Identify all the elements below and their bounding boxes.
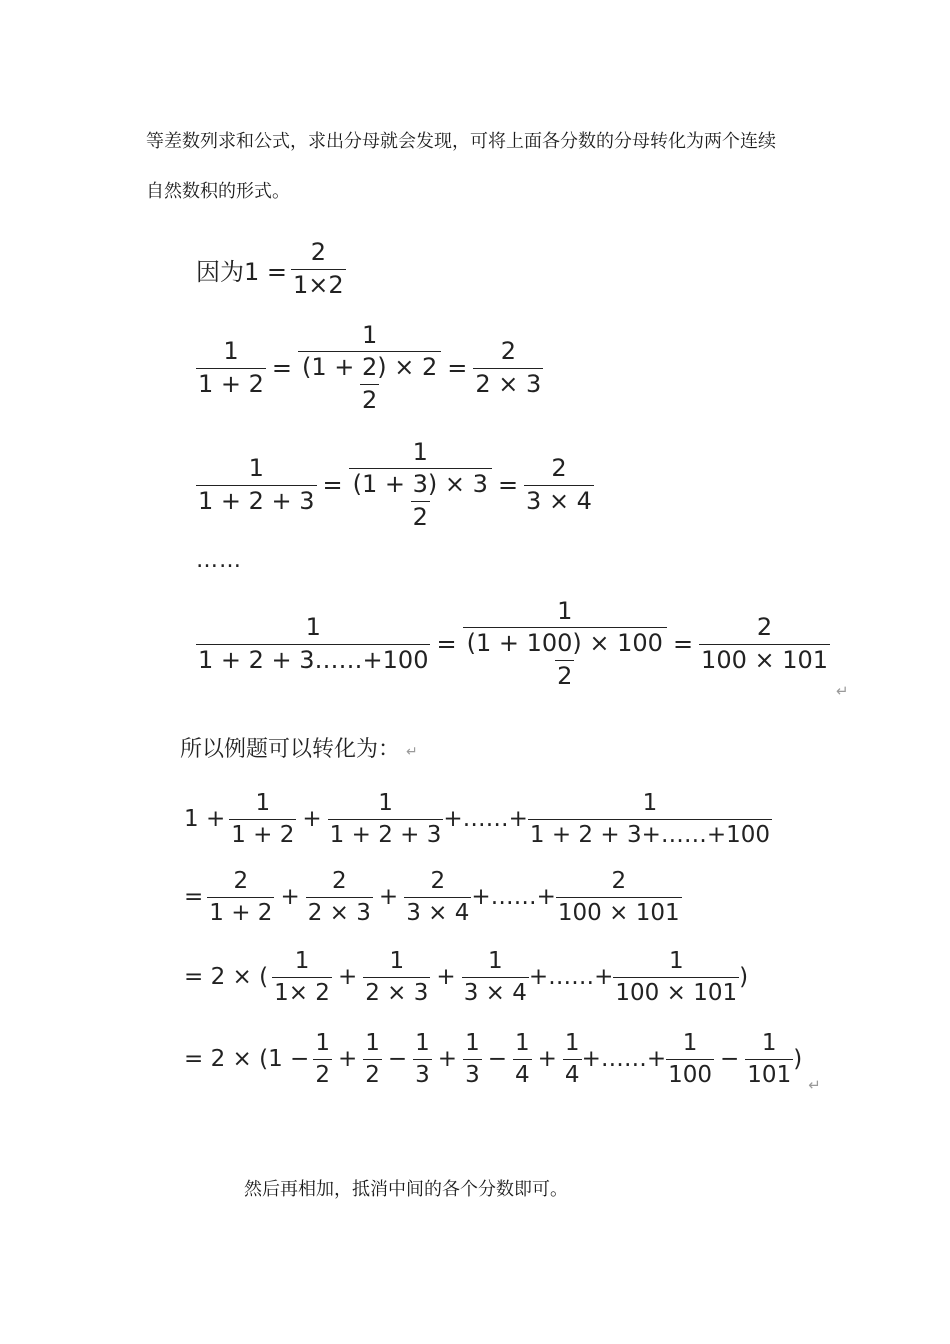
return-mark-icon: ↵	[836, 682, 849, 700]
equals-sign: =	[322, 471, 343, 499]
denominator: 3 × 4	[404, 897, 471, 926]
denominator: 2	[362, 385, 378, 414]
denominator: 2 × 3	[306, 897, 373, 926]
numerator: 2	[756, 612, 773, 641]
fraction	[196, 455, 317, 515]
plus-sign: +	[302, 806, 322, 832]
fraction	[196, 338, 266, 398]
numerator: 2	[551, 453, 567, 482]
numerator: 1	[564, 1030, 580, 1057]
denominator: 4	[563, 1059, 582, 1088]
plus-sign: +	[280, 884, 300, 910]
numerator: 2	[332, 868, 347, 895]
equals-sign: =	[497, 471, 519, 499]
close-paren: )	[739, 964, 749, 990]
figure-2-heading	[180, 732, 418, 763]
paragraph-2: 然后再相加，抵消中间的各个分数即可。	[244, 1179, 568, 1200]
fraction	[196, 614, 430, 674]
numerator: 1	[557, 596, 573, 625]
formula-row-3	[196, 430, 594, 540]
inner-fraction	[300, 354, 439, 414]
numerator: 1	[255, 790, 271, 817]
paragraph-1-line-1: 等差数列求和公式，求出分母就会发现，可将上面各分数的分母转化为两个连续	[146, 131, 776, 152]
plus-sign: +	[436, 964, 456, 990]
denominator: 100	[666, 1059, 714, 1088]
denominator: 1 + 2 + 3	[198, 486, 315, 515]
denominator: 2 × 3	[363, 977, 430, 1006]
plus-sign: +	[337, 964, 358, 990]
denominator: 3	[463, 1059, 482, 1088]
denominator: 1×2	[293, 270, 344, 299]
denominator: 1 + 2 + 3+……+100	[528, 819, 772, 848]
numerator: 1	[365, 1030, 380, 1057]
numerator: 1	[248, 453, 264, 482]
denominator	[463, 627, 667, 690]
denominator: 1 + 2 + 3	[328, 819, 444, 848]
because-label: 因为1 =	[196, 257, 288, 286]
denominator: 2	[313, 1059, 332, 1088]
ellipsis-term: +……+	[443, 806, 528, 832]
close-paren: )	[793, 1046, 803, 1072]
denominator: 2	[557, 661, 573, 690]
numerator: 1	[668, 948, 684, 975]
denominator: 3	[413, 1059, 432, 1088]
fraction	[404, 868, 471, 926]
numerator: 1	[515, 1030, 530, 1057]
formula-row-4	[196, 588, 849, 700]
fraction	[513, 1030, 532, 1088]
fraction	[363, 948, 430, 1006]
numerator: 1	[487, 948, 503, 975]
inner-fraction	[465, 630, 665, 690]
derivation-line-2	[184, 862, 682, 932]
numerator: (1 + 100) × 100	[466, 629, 663, 658]
minus-sign: −	[720, 1046, 740, 1072]
numerator: 1	[362, 320, 378, 349]
numerator: (1 + 2) × 2	[302, 353, 438, 382]
ellipsis-term: +……+	[528, 964, 614, 990]
numerator: 1	[761, 1030, 777, 1057]
equals-sign: =	[672, 630, 694, 658]
fraction	[229, 790, 296, 848]
fraction	[413, 1030, 432, 1088]
denominator: 3 × 4	[526, 486, 592, 515]
numerator: 1	[642, 790, 658, 817]
paragraph-1-line-2: 自然数积的形式。	[146, 181, 290, 202]
formula-row-1	[196, 234, 346, 304]
inner-fraction	[351, 471, 490, 531]
return-mark-icon: ↵	[406, 744, 418, 760]
numerator: 2	[430, 868, 446, 895]
denominator: 100 × 101	[613, 977, 739, 1006]
denominator: 2	[363, 1059, 382, 1088]
numerator: 1	[315, 1030, 330, 1057]
denominator	[298, 351, 441, 414]
plus-sign: +	[337, 1046, 358, 1072]
fraction	[563, 1030, 582, 1088]
compound-fraction	[298, 322, 441, 415]
line-lead: = 2 × (1 −	[184, 1046, 310, 1072]
denominator: 1 + 2	[229, 819, 296, 848]
ellipsis-term: +……+	[581, 1046, 667, 1072]
plus-sign: +	[537, 1046, 557, 1072]
denominator: 1× 2	[272, 977, 332, 1006]
denominator: 3 × 4	[462, 977, 529, 1006]
line-lead: 1 +	[184, 806, 226, 832]
minus-sign: −	[487, 1046, 507, 1072]
fraction	[556, 868, 682, 926]
numerator: 1	[294, 948, 310, 975]
numerator: 2	[310, 237, 326, 266]
compound-fraction	[463, 598, 667, 691]
line-lead: =	[184, 884, 204, 910]
fraction	[291, 239, 346, 299]
denominator: 2	[412, 502, 428, 531]
heading-text: 所以例题可以转化为：	[180, 737, 401, 762]
denominator: 1 + 2 + 3……+100	[198, 645, 429, 674]
denominator: 101	[745, 1059, 793, 1088]
fraction	[363, 1030, 382, 1088]
numerator: 1	[682, 1030, 698, 1057]
plus-sign: +	[378, 884, 399, 910]
derivation-line-3	[184, 942, 748, 1012]
denominator: 100 × 101	[701, 645, 829, 674]
fraction	[306, 868, 373, 926]
ellipsis-term: +……+	[471, 884, 556, 910]
fraction	[613, 948, 739, 1006]
denominator: 100 × 101	[556, 897, 682, 926]
fraction	[272, 948, 332, 1006]
denominator	[349, 468, 492, 531]
numerator: 1	[412, 437, 428, 466]
derivation-line-1	[184, 784, 772, 854]
fraction	[473, 338, 543, 398]
minus-sign: −	[387, 1046, 408, 1072]
derivation-line-4	[184, 1024, 821, 1094]
denominator: 2 × 3	[475, 369, 542, 398]
equals-sign: =	[447, 354, 468, 382]
fraction	[462, 948, 529, 1006]
equals-sign: =	[271, 354, 293, 382]
fraction	[666, 1030, 714, 1088]
numerator: 2	[233, 868, 249, 895]
fraction	[313, 1030, 332, 1088]
fraction	[328, 790, 444, 848]
plus-sign: +	[437, 1046, 458, 1072]
denominator: 4	[513, 1059, 532, 1088]
numerator: 1	[415, 1030, 430, 1057]
denominator: 1 + 2	[198, 369, 264, 398]
numerator: 1	[305, 612, 321, 641]
numerator: 1	[378, 790, 393, 817]
ellipsis: ……	[196, 548, 242, 573]
numerator: 1	[223, 336, 239, 365]
formula-row-2	[196, 313, 543, 423]
fraction	[207, 868, 274, 926]
fraction	[745, 1030, 793, 1088]
numerator: 2	[500, 336, 516, 365]
fraction	[528, 790, 772, 848]
compound-fraction	[349, 439, 492, 532]
denominator: 1 + 2	[207, 897, 274, 926]
line-lead: = 2 × (	[184, 964, 269, 990]
numerator: (1 + 3) × 3	[352, 470, 488, 499]
numerator: 2	[611, 868, 627, 895]
fraction	[524, 455, 594, 515]
fraction	[463, 1030, 482, 1088]
return-mark-icon: ↵	[808, 1076, 821, 1094]
numerator: 1	[465, 1030, 480, 1057]
fraction	[699, 614, 830, 674]
numerator: 1	[389, 948, 405, 975]
equals-sign: =	[436, 630, 457, 658]
